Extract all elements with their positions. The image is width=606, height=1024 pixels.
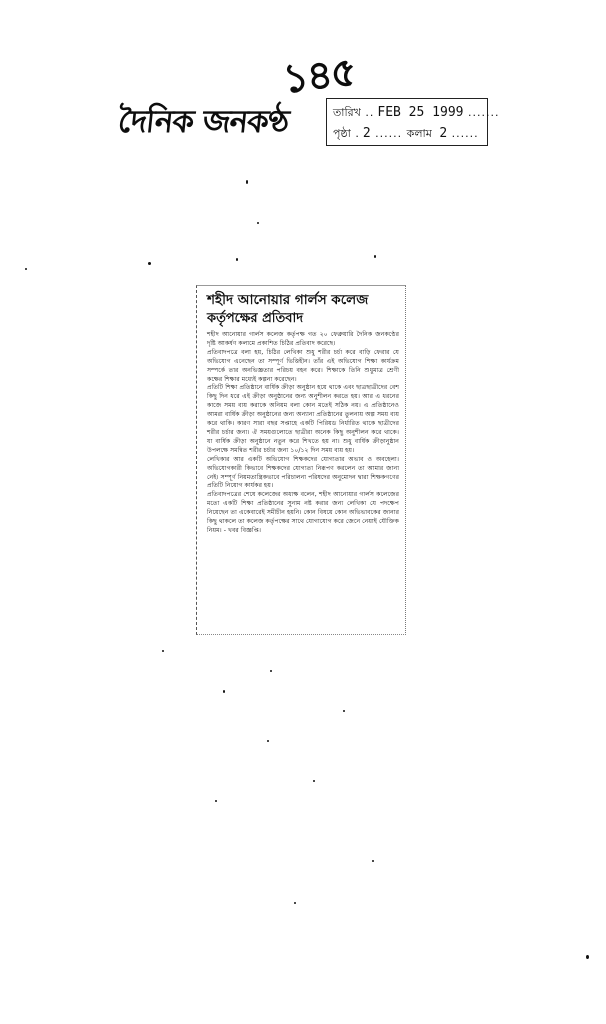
news-clipping [196, 285, 406, 635]
scan-speck [148, 262, 151, 265]
scan-speck [246, 180, 248, 184]
scan-speck [372, 860, 374, 862]
stamp-date-label: তারিখ [333, 106, 361, 119]
stamp-column-label: কলাম [406, 127, 432, 140]
handwritten-page-number: ১৪৫ [280, 48, 357, 103]
stamp-page-value: 2 [362, 126, 371, 141]
article-headline: শহীদ আনোয়ার গার্লস কলেজ [207, 292, 369, 308]
newspaper-masthead: দৈনিক জনকণ্ঠ [116, 104, 291, 140]
article-paragraph-1: শহীদ আনোয়ার গার্লস কলেজ কর্তৃপক্ষ গত ২০ ফেব্রুয়ারি দৈনিক জনকণ্ঠের দৃষ্টি আকর্ষণ কলামে প্রকাশিত চিঠির প্রতিবাদ করেছে। [207, 331, 399, 347]
scan-speck [586, 955, 589, 959]
scan-speck [215, 800, 217, 802]
scan-speck [270, 670, 272, 672]
scan-speck [162, 650, 164, 652]
scan-speck [257, 222, 259, 224]
date-stamp [326, 98, 500, 146]
article-paragraph-2: প্রতিবাদপত্রে বলা হয়, চিঠির লেখিকা শুধু শরীর চর্চা করে বাড়ি ফেরার যে অভিযোগ এনেছেন তা সম্পূর্ণ ভিত্তিহীন। তাঁর এই অভিযোগ শিক্ষা কার্যক্রম সম্পর্কে তার অনভিজ্ঞতার পরিচয় বহন করে। শিক্ষাকে তিনি শুধুমাত্র শ্রেণী কক্ষের শিক্ষার মধ্যেই কল্পনা করেছেন। [207, 348, 399, 383]
scan-speck [223, 690, 225, 693]
stamp-column-value: 2 [439, 126, 448, 141]
scan-speck [236, 258, 238, 261]
stamp-page-label: পৃষ্ঠা [333, 127, 351, 140]
scan-speck [294, 902, 296, 904]
stamp-date-row: তারিখ .. FEB 25 1999 ....... [333, 105, 500, 120]
article-paragraph-3: প্রতিটি শিক্ষা প্রতিষ্ঠানে বার্ষিক ক্রীড়া অনুষ্ঠান হয়ে থাকে এবং ছাত্রছাত্রীদের বেশ কিছু দিন ধরে এই ক্রীড়া অনুষ্ঠানের জন্য অনুশীলন করতে হয়। আর এ ধরনের কাজে সময় ব্যয় করাকে অনিয়ম বলা কোন মতেই সঠিক নয়। এ প্রতিষ্ঠানেও আমরা বার্ষিক ক্রীড়া অনুষ্ঠানের জন্য অন্যান্য প্রতিষ্ঠানের তুলনায় অল্প সময় ব্যয় করে থাকি। কারণ সারা বছর সপ্তাহে একটি পিরিয়ড নির্ধারিত থাকে ছাত্রীদের শরীর চর্চার জন্য। ঐ সময়গুলোতে ছাত্রীরা অনেক কিছু অনুশীলন করে থাকে। যা বার্ষিক ক্রীড়া অনুষ্ঠানে নতুন করে শিখতে হয় না। শুধু বার্ষিক ক্রীড়ানুষ্ঠান উপলক্ষে সমন্বিত শরীর চর্চার জন্য ১০/১২ দিন সময় ব্যয় হয়। [207, 384, 399, 454]
scan-speck [25, 268, 27, 270]
scan-speck [313, 780, 315, 782]
article-subheadline: কর্তৃপক্ষের প্রতিবাদ [207, 311, 304, 326]
stamp-page-row: পৃষ্ঠা . 2 ...... কলাম 2 ...... [333, 126, 479, 141]
scan-speck [374, 255, 376, 258]
scan-speck [267, 740, 269, 742]
scan-speck [343, 710, 345, 712]
article-paragraph-4: লেখিকার আর একটি অভিযোগ শিক্ষকদের যোগ্যতার অভাব ও অবহেলা। অভিযোগকারী কিভাবে শিক্ষকদের যোগ্যতা নিরূপণ করলেন তা আমার জানা নেই। সম্পূর্ণ নিয়মতান্ত্রিকভাবে পরিচালনা পরিষদের অনুমোদন দ্বারা শিক্ষকগণের প্রতিটি নিয়োগ কার্যকর হয়। [207, 455, 399, 490]
article-paragraph-5: প্রতিবাদপত্রের শেষে কলেজের অধ্যক্ষ বলেন, শহীদ আনোয়ার গার্লস কলেজের মতো একটি শিক্ষা প্রতিষ্ঠানের সুনাম নষ্ট করার জন্য লেখিকা যে পদক্ষেপ নিয়েছেন তা একেবারেই সমীচীন হয়নি। কোন বিষয়ে কোন অভিভাবকের জানার কিছু থাকলে তা কলেজ কর্তৃপক্ষের সাথে যোগাযোগ করে জেনে নেয়াই যৌক্তিক নিয়ম। - খবর বিজ্ঞপ্তি। [207, 491, 399, 534]
stamp-date-value: FEB 25 1999 [377, 105, 464, 120]
